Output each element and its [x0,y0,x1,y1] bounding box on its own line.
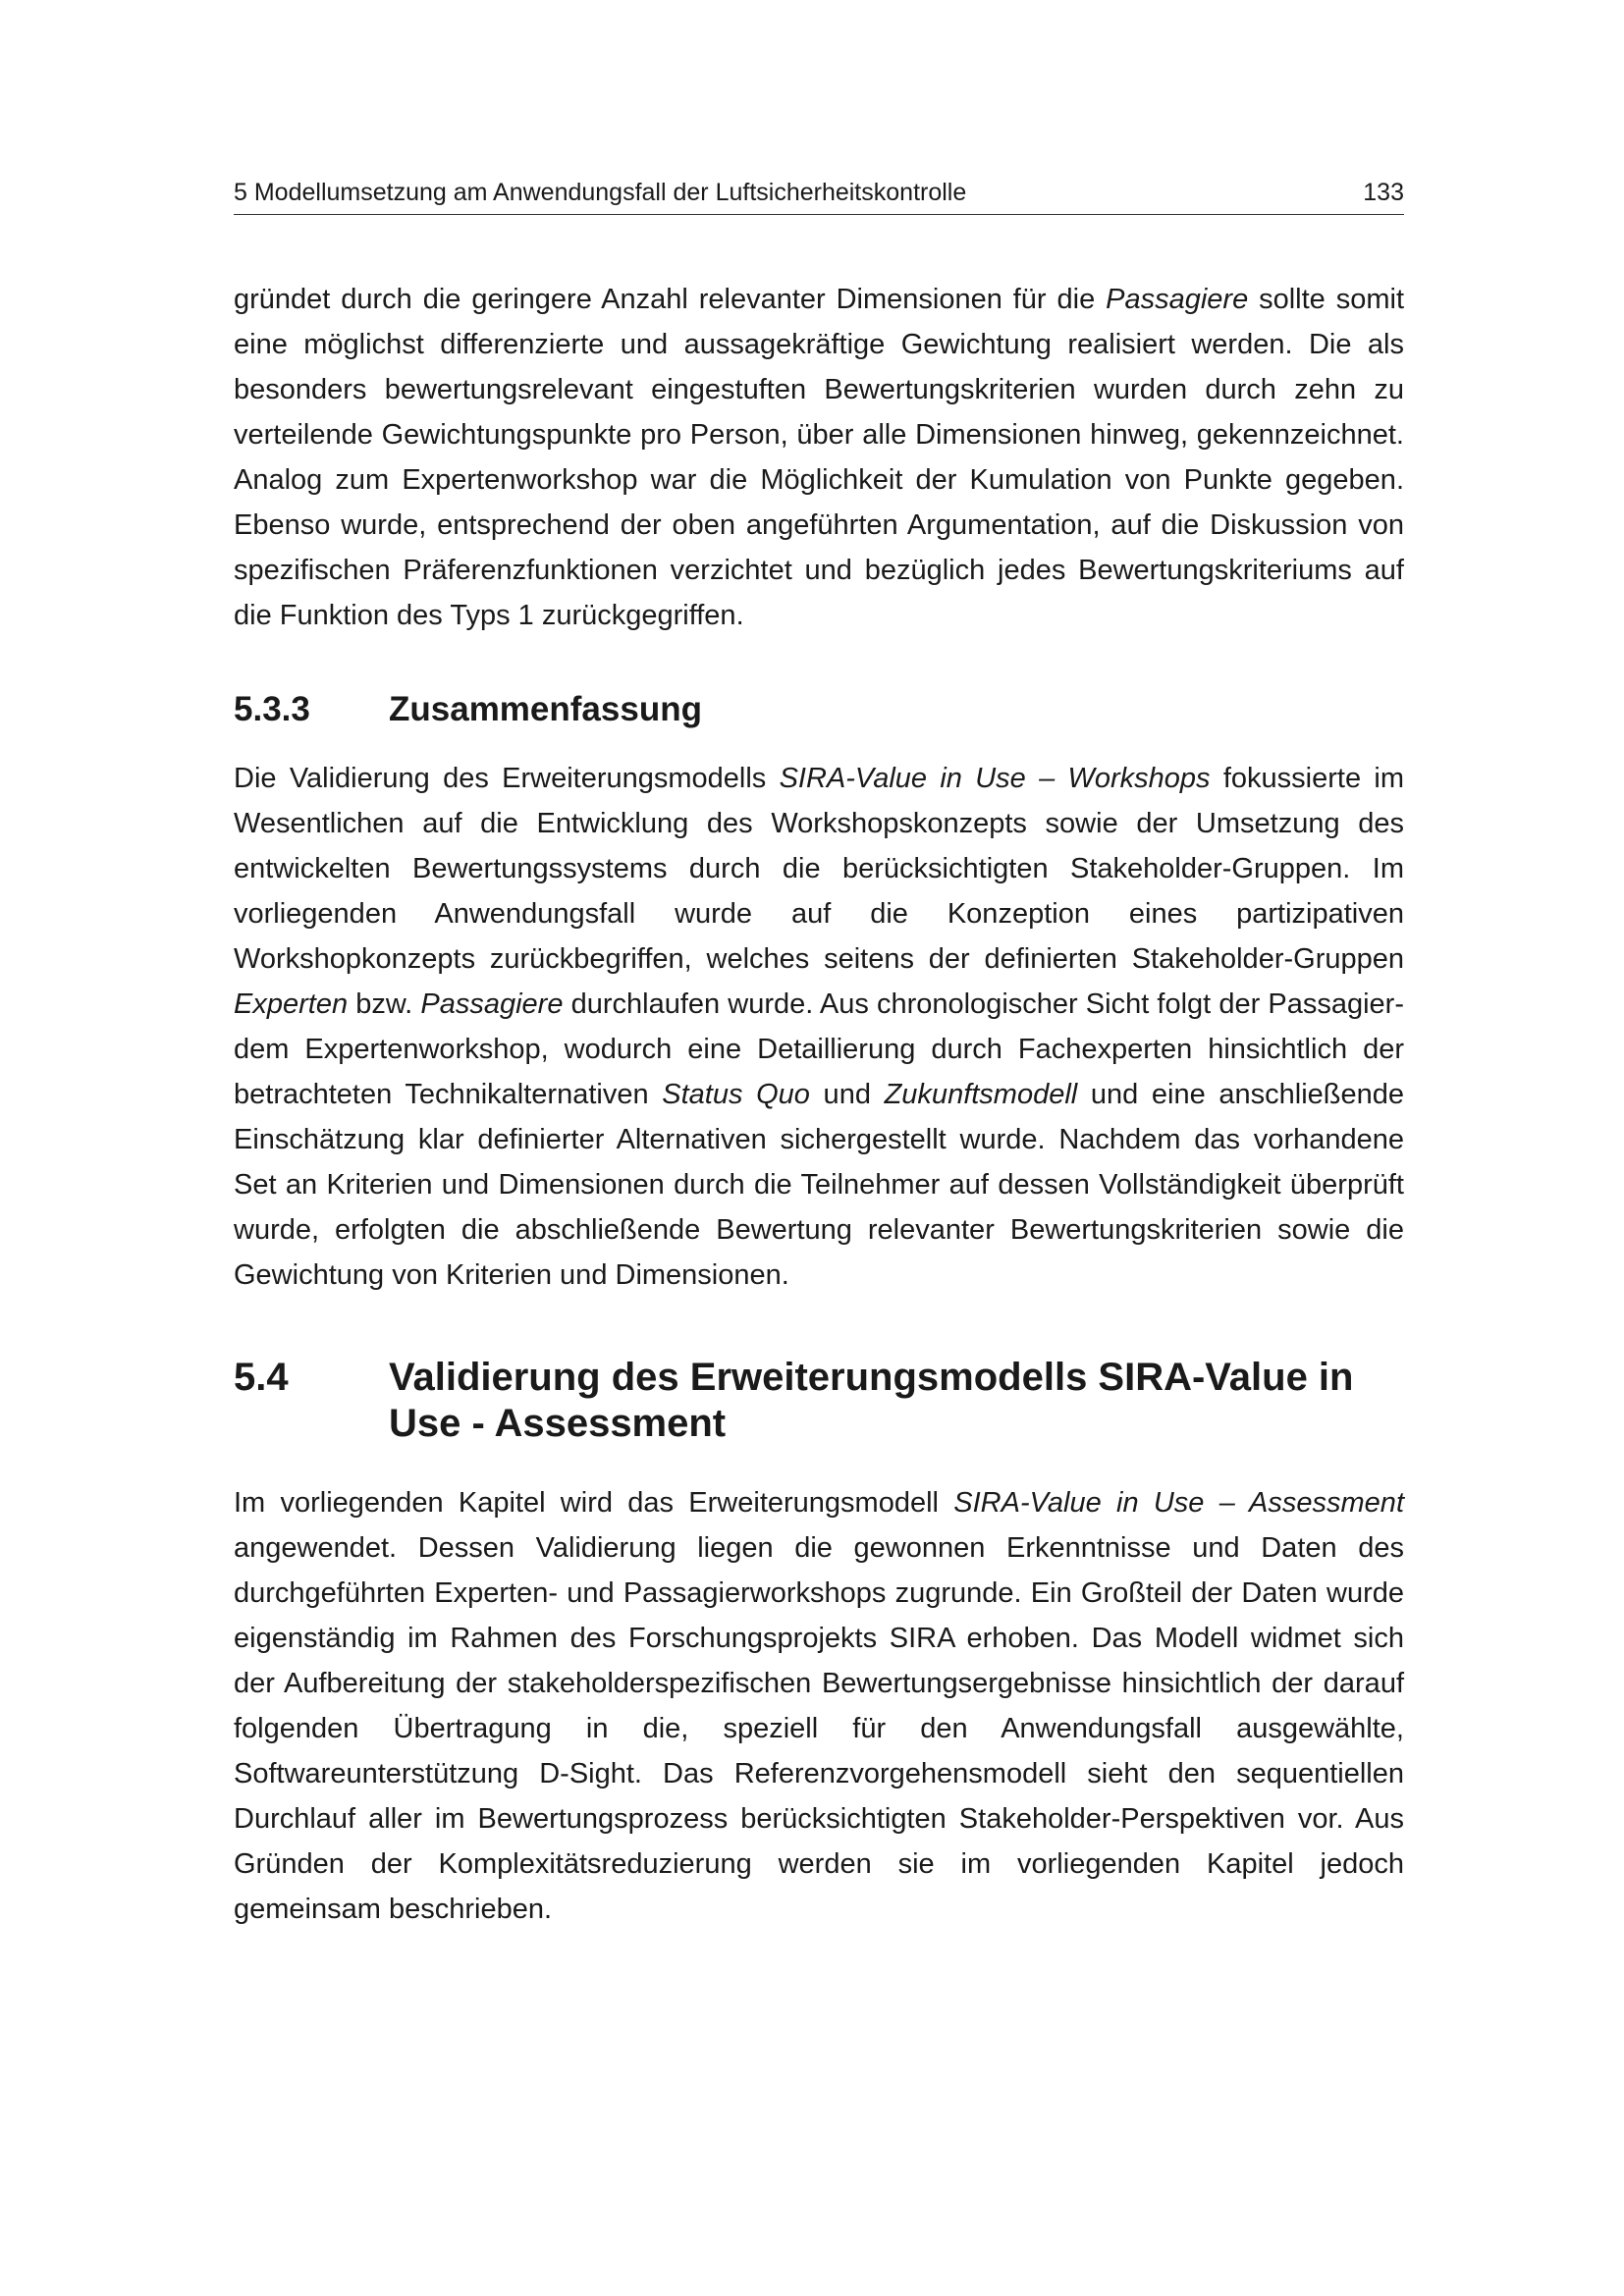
section-number: 5.4 [234,1356,289,1399]
section-heading-5-3-3 [234,687,1404,732]
running-header [234,177,1404,215]
italic-term: Zukunftsmodell [884,1079,1078,1110]
text-run: Die Validierung des Erweiterungsmodells [234,763,780,794]
paragraph-assessment [234,1480,1404,1932]
paragraph-weighting [234,277,1404,638]
italic-term: Passagiere [420,988,564,1020]
text-run: gründet durch die geringere Anzahl relevanter Dimensionen für die [234,284,1107,315]
section-title: Validierung des Erweiterungsmodells SIRA-Value in Use - Assessment [389,1356,1354,1445]
text-run: und [809,1079,885,1110]
page-number: 133 [1363,179,1404,206]
chapter-title: 5 Modellumsetzung am Anwendungsfall der Luftsicherheitskontrolle [234,179,967,206]
italic-term: SIRA-Value in Use – Assessment [953,1487,1404,1519]
italic-term: Experten [234,988,349,1020]
section-title: Zusammenfassung [389,690,702,728]
text-run: angewendet. Dessen Validierung liegen die gewonnen Erkenntnisse und Daten des durchgeführten Experten- und Passagierworkshops zugrunde. Ein Großteil der Daten wurde eigenständig im Rahmen des Forschungsprojekts SIRA erhoben. Das Modell widmet sich der Aufbereitung der stakeholderspezifischen Bewertungsergebnisse hinsichtlich der darauf folgenden Übertragung in die, speziell für den Anwendungsfall ausgewählte, Softwareunterstützung D-Sight. Das Referenzvorgehensmodell sieht den sequentiellen Durchlauf aller im Bewertungsprozess berücksichtigten Stakeholder-Perspektiven vor. Aus Gründen der Komplexitätsreduzierung werden sie im vorliegenden Kapitel jedoch gemeinsam beschrieben. [234,1532,1404,1925]
text-run: Im vorliegenden Kapitel wird das Erweiterungsmodell [234,1487,954,1519]
paragraph-summary [234,756,1404,1298]
italic-term: Passagiere [1106,284,1249,315]
italic-term: SIRA-Value in Use – Workshops [779,763,1211,794]
italic-term: Status Quo [662,1079,810,1110]
text-run: durchlaufen wurde. Aus chronologischer Sicht folgt der Passagier- dem Expertenworkshop, wodurch eine Detaillierung durch Fachexperten hinsichtlich der betrachteten Technikalternativen [234,988,1404,1110]
text-run: sollte somit eine möglichst differenzierte und aussagekräftige Gewichtung realisiert werden. Die als besonders bewertungsrelevant eingestuften Bewertungskriterien wurden durch zehn zu verteilende Gewichtungspunkte pro Person, über alle Dimensionen hinweg, gekennzeichnet. Analog zum Expertenworkshop war die Möglichkeit der Kumulation von Punkte gegeben. Ebenso wurde, entsprechend der oben angeführten Argumentation, auf die Diskussion von spezifischen Präferenzfunktionen verzichtet und bezüglich jedes Bewertungskriteriums auf die Funktion des Typs 1 zurückgegriffen. [234,284,1404,631]
text-run: und eine anschließende Einschätzung klar definierter Alternativen sichergestellt wurde. Nachdem das vorhandene Set an Kriterien und Dimensionen durch die Teilnehmer auf dessen Vollständigkeit überprüft wurde, erfolgten die abschließende Bewertung relevanter Bewertungskriterien sowie die Gewichtung von Kriterien und Dimensionen. [234,1079,1405,1291]
text-run: bzw. [348,988,421,1020]
section-heading-5-4 [234,1355,1404,1447]
section-number: 5.3.3 [234,690,310,728]
text-run: fokussierte im Wesentlichen auf die Entwicklung des Workshopskonzepts sowie der Umsetzung des entwickelten Bewertungssystems durch die berücksichtigten Stakeholder-Gruppen. Im vorliegenden Anwendungsfall wurde auf die Konzeption eines partizipativen Workshopkonzepts zurückbegriffen, welches seitens der definierten Stakeholder-Gruppen [234,763,1404,975]
